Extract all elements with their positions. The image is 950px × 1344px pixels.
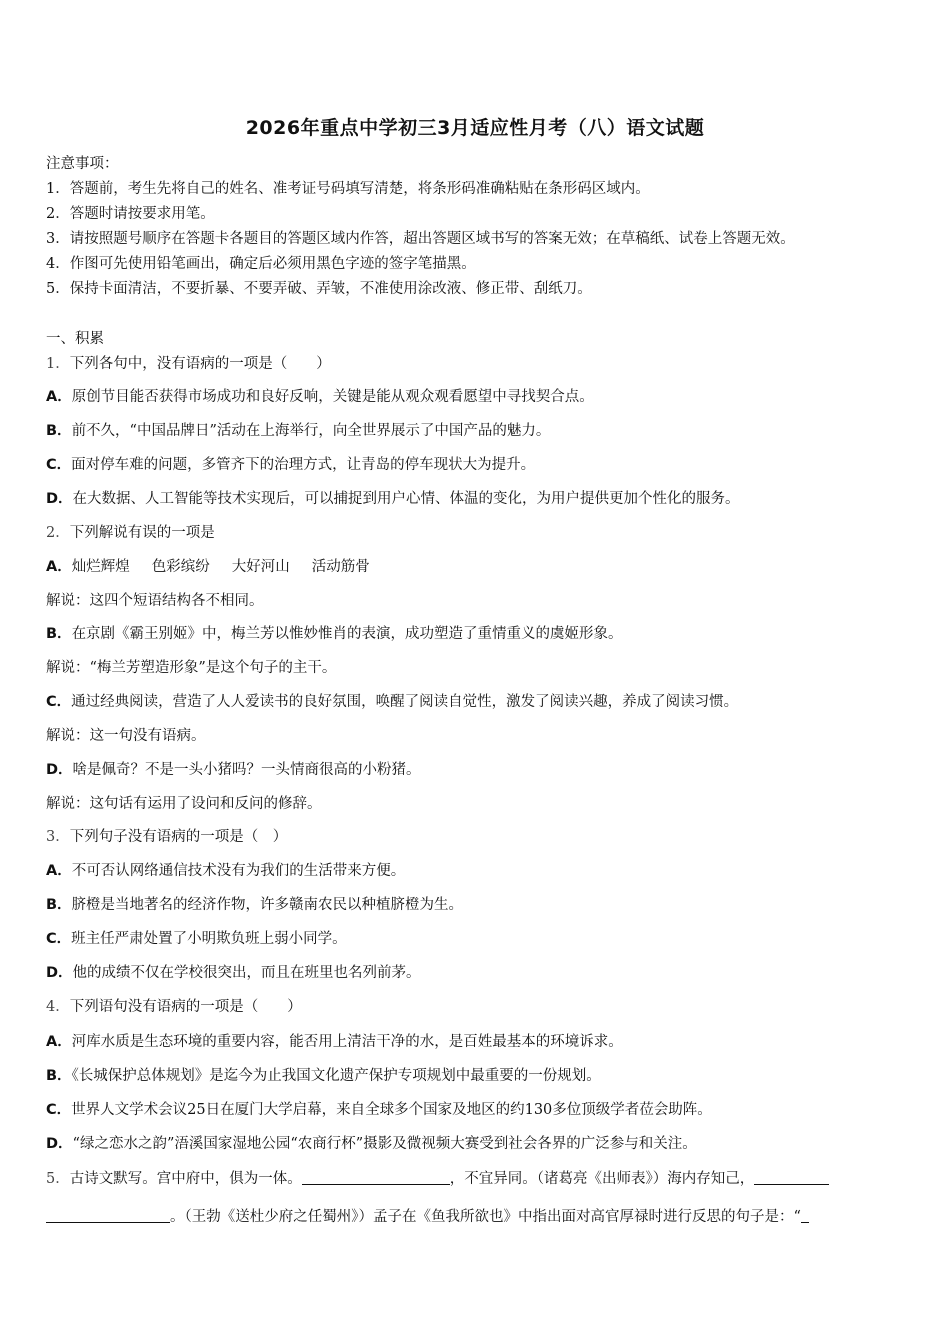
option-label: C． (46, 931, 72, 947)
question-number: 5． (46, 1171, 70, 1187)
question-text: ，不宜异同。（诸葛亮《出师表》）海内存知己， (449, 1171, 755, 1187)
question-text: 下列句子没有语病的一项是（ ） (69, 829, 288, 845)
q1-option-a (46, 385, 594, 406)
q4-option-b (46, 1064, 601, 1085)
question-text: 下列解说有误的一项是 (69, 525, 215, 541)
option-label: A． (46, 863, 72, 879)
option-label: C． (46, 457, 72, 473)
option-label: A． (46, 389, 72, 405)
option-label: D． (46, 491, 73, 507)
option-label: D． (46, 1136, 73, 1152)
question-5-line-2 (46, 1205, 809, 1226)
option-text: 通过经典阅读，营造了人人爱读书的良好氛围，唤醒了阅读自觉性，激发了阅读兴趣，养成了阅读习惯。 (71, 694, 739, 710)
option-label: B． (46, 626, 72, 642)
fill-blank[interactable] (801, 1208, 809, 1223)
fill-blank[interactable] (46, 1208, 170, 1223)
question-number: 3． (46, 829, 70, 845)
option-text: “绿之恋水之韵”浯溪国家湿地公园“农商行杯”摄影及微视频大赛受到社会各界的广泛参与和关注。 (72, 1136, 697, 1152)
option-text: 《长城保护总体规划》是迄今为止我国文化遗产保护专项规划中最重要的一份规划。 (71, 1068, 601, 1084)
option-label: A． (46, 559, 72, 575)
question-4-stem (46, 995, 302, 1016)
q4-option-c (46, 1098, 712, 1119)
option-text: 在京剧《霸王别姬》中，梅兰芳以惟妙惟肖的表演，成功塑造了重情重义的虞姬形象。 (71, 626, 623, 642)
notice-item: 5．保持卡面清洁，不要折暴、不要弄破、弄皱，不准使用涂改液、修正带、刮纸刀。 (46, 281, 592, 297)
question-text: 古诗文默写。宫中府中，俱为一体。 (69, 1171, 302, 1187)
phrase: 活动筋骨 (311, 559, 370, 575)
notice-item: 2．答题时请按要求用笔。 (46, 206, 215, 222)
notice-item: 3．请按照题号顺序在答题卡各题目的答题区域内作答，超出答题区域书写的答案无效；在草稿纸、试卷上答题无效。 (46, 231, 795, 247)
question-number: 1． (46, 356, 70, 372)
q2-note-c: 解说：这一句没有语病。 (46, 728, 206, 744)
question-2-stem (46, 521, 215, 542)
q3-option-b (46, 893, 463, 914)
option-label: D． (46, 762, 73, 778)
q2-note-b: 解说：“梅兰芳塑造形象”是这个句子的主干。 (46, 660, 337, 676)
q2-note-a: 解说：这四个短语结构各不相同。 (46, 593, 264, 609)
option-label: D． (46, 965, 73, 981)
q2-option-a (46, 555, 370, 576)
fill-blank[interactable] (754, 1170, 829, 1185)
option-text: 原创节目能否获得市场成功和良好反响，关键是能从观众观看愿望中寻找契合点。 (71, 389, 594, 405)
question-number: 4． (46, 999, 70, 1015)
notice-item: 4．作图可先使用铅笔画出，确定后必须用黑色字迹的签字笔描黑。 (46, 256, 476, 272)
fill-blank[interactable] (302, 1170, 450, 1185)
q2-option-c (46, 690, 738, 711)
q3-option-c (46, 927, 347, 948)
option-text: 不可否认网络通信技术没有为我们的生活带来方便。 (71, 863, 406, 879)
option-text: 世界人文学术会议25日在厦门大学启幕，来自全球多个国家及地区的约130多位顶级学者莅会助阵。 (71, 1102, 712, 1118)
q1-option-c (46, 453, 535, 474)
phrase: 大好河山 (231, 559, 290, 575)
question-number: 2． (46, 525, 70, 541)
q3-option-a (46, 859, 405, 880)
q3-option-d (46, 961, 421, 982)
q4-option-d (46, 1132, 697, 1153)
question-3-stem (46, 825, 287, 846)
question-text: 。（王勃《送杜少府之任蜀州》）孟子在《鱼我所欲也》中指出面对高官厚禄时进行反思的句子是：“ (170, 1209, 801, 1225)
option-text: 在大数据、人工智能等技术实现后，可以捕捉到用户心情、体温的变化，为用户提供更加个性化的服务。 (72, 491, 740, 507)
option-text: 面对停车难的问题，多管齐下的治理方式，让青岛的停车现状大为提升。 (71, 457, 536, 473)
question-text: 下列各句中，没有语病的一项是（ ） (69, 356, 331, 372)
option-label: A． (46, 1034, 72, 1050)
question-text: 下列语句没有语病的一项是（ ） (69, 999, 302, 1015)
notice-item: 1．答题前，考生先将自己的姓名、准考证号码填写清楚，将条形码准确粘贴在条形码区域内。 (46, 181, 650, 197)
q1-option-d (46, 487, 740, 508)
option-label: C． (46, 694, 72, 710)
option-text: 前不久，“中国品牌日”活动在上海举行，向全世界展示了中国产品的魅力。 (71, 423, 551, 439)
q4-option-a (46, 1030, 623, 1051)
option-text: 他的成绩不仅在学校很突出，而且在班里也名列前茅。 (72, 965, 421, 981)
question-5-line-1 (46, 1167, 829, 1188)
question-1-stem (46, 352, 331, 373)
q2-option-b (46, 622, 623, 643)
option-text: 班主任严肃处置了小明欺负班上弱小同学。 (71, 931, 347, 947)
q2-option-d (46, 758, 421, 779)
page-title: 2026年重点中学初三3月适应性月考（八）语文试题 (245, 117, 705, 139)
phrase: 灿烂辉煌 (71, 559, 130, 575)
option-label: B． (46, 1068, 72, 1084)
option-text: 啥是佩奇？不是一头小猪吗？一头情商很高的小粉猪。 (72, 762, 421, 778)
option-label: B． (46, 423, 72, 439)
section-heading: 一、积累 (46, 331, 104, 347)
option-text: 脐橙是当地著名的经济作物，许多赣南农民以种植脐橙为生。 (71, 897, 464, 913)
phrase: 色彩缤纷 (151, 559, 210, 575)
notice-heading: 注意事项： (46, 156, 119, 172)
option-label: C． (46, 1102, 72, 1118)
q2-note-d: 解说：这句话有运用了设问和反问的修辞。 (46, 796, 322, 812)
q1-option-b (46, 419, 550, 440)
option-text: 河库水质是生态环境的重要内容，能否用上清洁干净的水，是百姓最基本的环境诉求。 (71, 1034, 623, 1050)
option-label: B． (46, 897, 72, 913)
